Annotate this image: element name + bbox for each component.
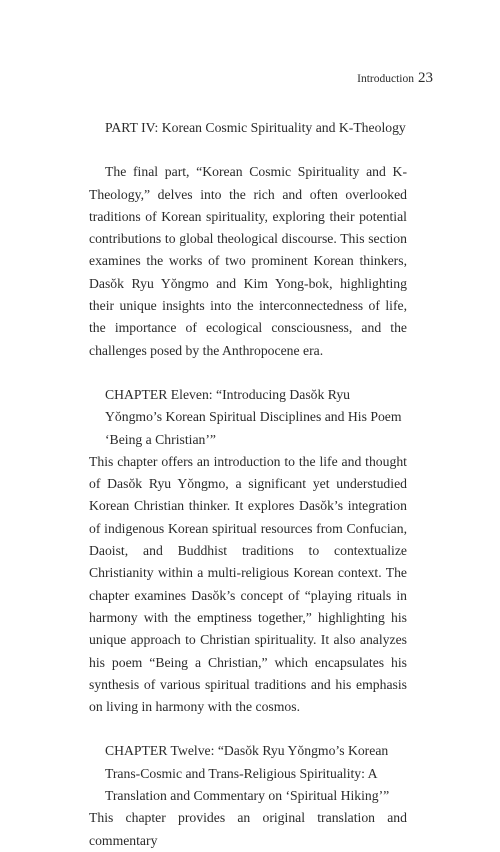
chapter-twelve-body: This chapter provides an original translation and commentary [89,810,407,848]
page-body [89,117,407,852]
spacer [89,362,407,384]
part-paragraph: The final part, “Korean Cosmic Spirituality and K-Theology,” delves into the rich and often overlooked traditions of Korean spirituality, exploring their potential contributions to global theological discourse. This section examines the works of two prominent Korean thinkers, Dasŏk Ryu Yŏngmo and Kim Yong-bok, highlighting their unique insights into the interconnectedness of life, the importance of ecological consciousness, and the challenges posed by the Anthropocene era. [89,164,407,358]
chapter-eleven-body: This chapter offers an introduction to the life and thought of Dasŏk Ryu Yŏngmo, a significant yet understudied Korean Christian thinker. It explores Dasŏk’s integration of indigenous Korean spiritual resources from Confucian, Daoist, and Buddhist traditions to contextualize Christianity within a multi-religious Korean context. The chapter examines Dasŏk’s concept of “playing rituals in harmony with the emptiness together,” highlighting his unique approach to Christian spirituality. It also analyzes his poem “Being a Christian,” which encapsulates his synthesis of various spiritual traditions and his emphasis on living in harmony with the cosmos. [89,453,407,715]
spacer [89,139,407,161]
page-number: 23 [418,70,433,86]
part-heading: PART IV: Korean Cosmic Spirituality and K-Theology [105,120,406,135]
spacer [89,718,407,740]
running-head [357,70,433,87]
running-head-title: Introduction [357,73,414,85]
chapter-eleven-heading: CHAPTER Eleven: “Introducing Dasŏk Ryu Yŏngmo’s Korean Spiritual Disciplines and His Poem ‘Being a Christian’” [105,386,402,447]
chapter-twelve-heading: CHAPTER Twelve: “Dasŏk Ryu Yŏngmo’s Korean Trans-Cosmic and Trans-Religious Spirituality: A Translation and Commentary on ‘Spiritual Hiking’” [105,743,390,804]
